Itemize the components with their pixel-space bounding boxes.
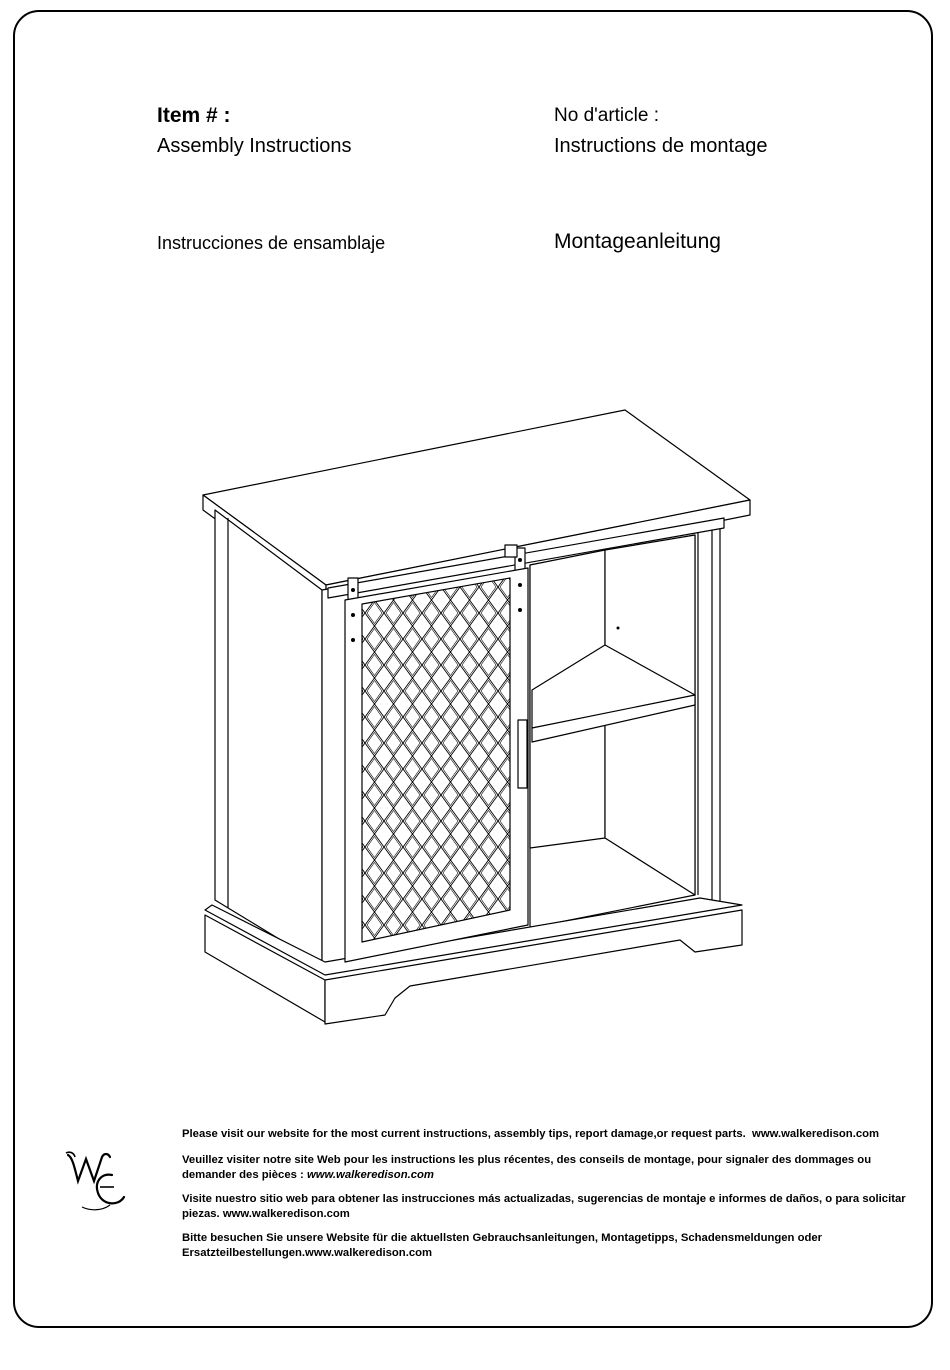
walker-edison-monogram-logo xyxy=(62,1145,132,1217)
barn-door-cabinet-illustration xyxy=(195,405,760,1035)
instrucciones-heading: Instrucciones de ensamblaje xyxy=(157,233,386,253)
website-note-es xyxy=(182,1192,910,1222)
website-note-fr xyxy=(182,1153,910,1183)
note-en-text: Please visit our website for the most current instructions, assembly tips, report damage,or request parts. xyxy=(182,1128,746,1140)
website-link-de[interactable]: www.walkeredison.com xyxy=(305,1247,433,1259)
item-number-label: Item # : xyxy=(157,104,231,127)
website-note-en xyxy=(182,1127,910,1142)
montageanleitung-heading: Montageanleitung xyxy=(554,230,721,253)
instructions-montage-heading: Instructions de montage xyxy=(554,135,768,157)
website-note-de xyxy=(182,1231,910,1261)
website-link-fr[interactable]: www.walkeredison.com xyxy=(306,1169,434,1181)
note-fr-text: Veuillez visiter notre site Web pour les instructions les plus récentes, des conseils de montage, pour signaler des dommages ou demander des pièces : xyxy=(182,1154,872,1181)
website-link-en[interactable]: www.walkeredison.com xyxy=(752,1128,880,1140)
no-article-label: No d'article : xyxy=(554,105,660,126)
assembly-instructions-heading: Assembly Instructions xyxy=(157,135,352,157)
website-link-es[interactable]: www.walkeredison.com xyxy=(222,1208,350,1220)
note-de-text: Bitte besuchen Sie unsere Website für die aktuellsten Gebrauchsanleitungen, Montagetipps, Schadensmeldungen oder Ersatzteilbestellungen. xyxy=(182,1232,823,1259)
note-es-text: Visite nuestro sitio web para obtener las instrucciones más actualizadas, sugerencias de montaje e informes de daños, o para solicitar piezas. xyxy=(182,1193,906,1220)
